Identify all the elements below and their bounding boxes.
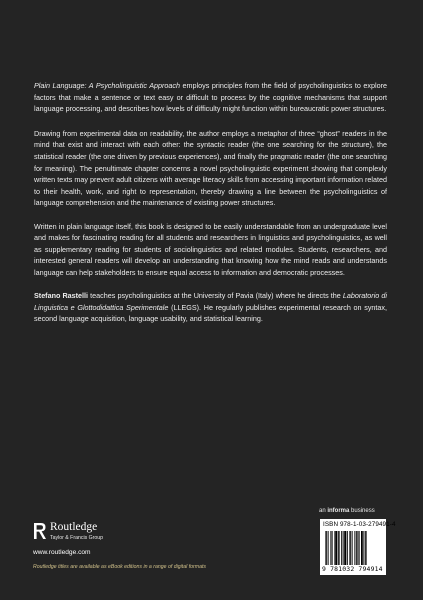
author-bio-text-1: teaches psycholinguistics at the University of Pavia (Italy) where he directs the bbox=[88, 291, 343, 301]
publisher-url: www.routledge.com bbox=[33, 549, 91, 556]
author-bio bbox=[34, 290, 387, 325]
isbn-barcode bbox=[320, 519, 396, 575]
informa-prefix: an bbox=[319, 508, 328, 514]
back-cover-text bbox=[34, 80, 387, 336]
lab-name: Laboratorio di Linguistica e Glottodidattica Sperimentale bbox=[34, 291, 387, 312]
blurb-paragraph-3: Written in plain language itself, this book is designed to be easily understandable from an undergraduate level and makes for fascinating reading for all students and researchers in linguistics and psycholinguistics, as well as supplementary reading for students of sociolinguistics and related modules. Students, researchers, and interested general readers will develop an understanding that knowing how the mind reads and understands language can help stakeholders to ensure equal access to information and democratic processes. bbox=[34, 221, 387, 277]
isbn-label: ISBN 978-1-03-279491-4 bbox=[323, 521, 396, 528]
author-name: Stefano Rastelli bbox=[34, 291, 89, 301]
informa-suffix: business bbox=[349, 508, 375, 514]
author-bio-text-2: (LLEGS). He regularly publishes experimental research on syntax, second language acquisition, language usability, and statistical learning. bbox=[34, 302, 388, 324]
routledge-logo-icon bbox=[33, 522, 47, 540]
publisher-group: Taylor & Francis Group bbox=[50, 535, 104, 541]
informa-brand: informa bbox=[327, 508, 350, 514]
informa-business-label bbox=[319, 508, 375, 514]
blurb-paragraph-2: Drawing from experimental data on readability, the author employs a metaphor of three “ghost” readers in the mind that exist and interact with each other: the syntactic reader (the one searching for the structure), the statistical reader (the one driven by previous experiences), and finally the pragmatic reader (the one searching for meaning). The penultimate chapter concerns a novel psycholinguistic experiment showing that complexly written texts may prevent adult citizens with average literacy skills from accessing important information related to their health, work, and right to representation, thereby drawing a line between the psycholinguistics of language comprehension and the maintenance of existing power structures. bbox=[34, 128, 387, 208]
blurb-paragraph-1-text: employs principles from the field of psycholinguistics to explore factors that make a sentence or text easy or difficult to process by the cognitive mechanisms that support language processing, and describes how levels of difficulty might function within bureaucratic power structures. bbox=[34, 81, 387, 114]
ebook-note: Routledge titles are available as eBook editions in a range of digital formats bbox=[33, 564, 207, 570]
blurb-paragraph-1 bbox=[34, 80, 387, 115]
publisher-name: Routledge bbox=[50, 521, 98, 533]
barcode-bars bbox=[325, 531, 382, 565]
book-title: Plain Language: A Psycholinguistic Approach bbox=[34, 81, 180, 90]
isbn-digits: 9 781032 794914 bbox=[322, 565, 383, 573]
